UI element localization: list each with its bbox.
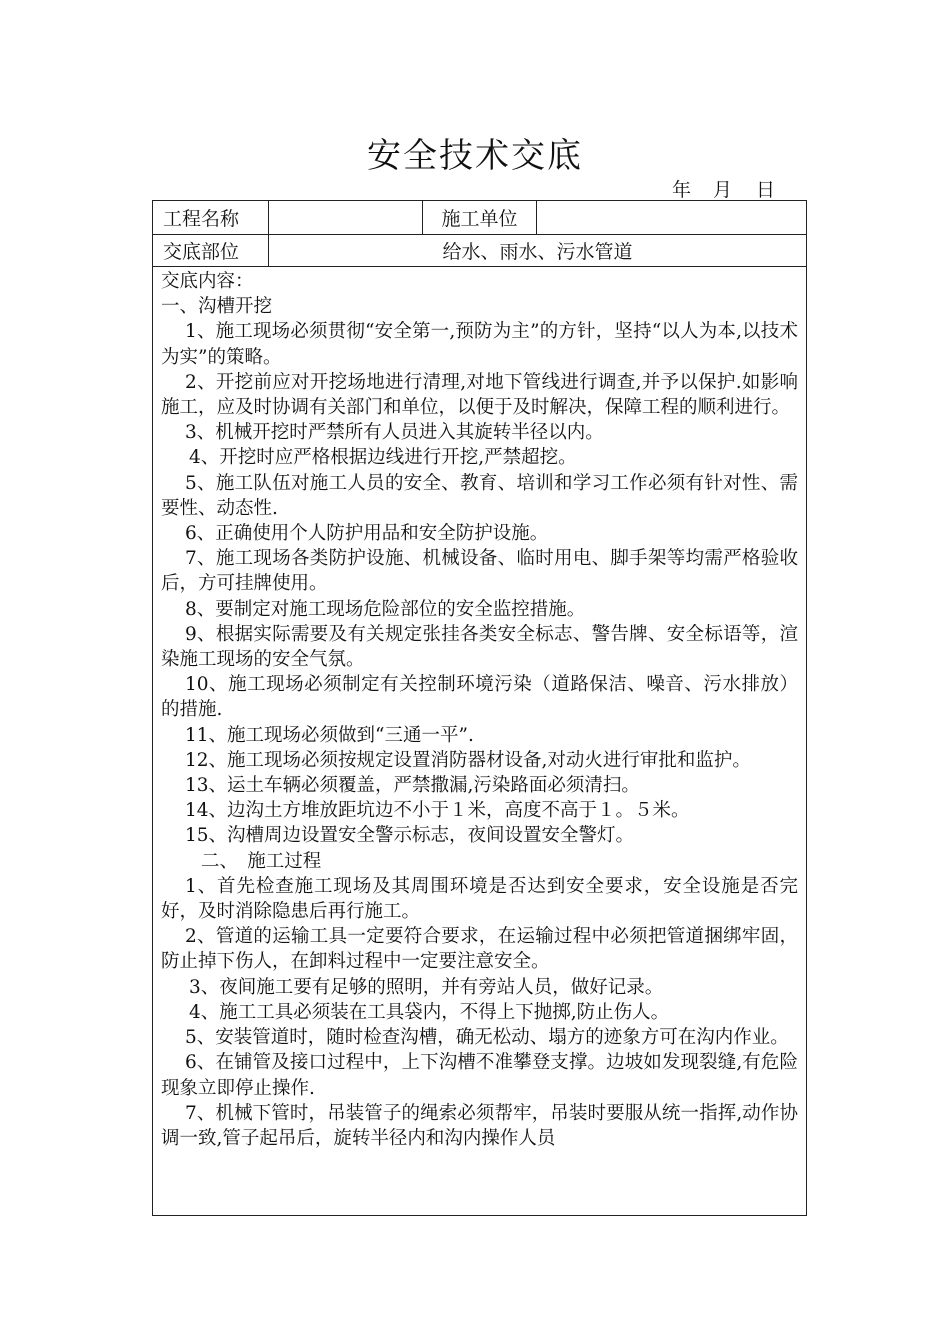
project-name-label: 工程名称 xyxy=(153,201,269,235)
s2-item-7: 7、机械下管时，吊装管子的绳索必须帮牢，吊装时要服从统一指挥,动作协调一致,管子起吊后，旋转半径内和沟内操作人员 xyxy=(161,1102,798,1149)
s1-item-2: 2、开挖前应对开挖场地进行清理,对地下管线进行调查,并予以保护.如影响施工，应及时协调有关部门和单位，以便于及时解决，保障工程的顺利进行。 xyxy=(161,371,798,419)
s1-item-6: 6、正确使用个人防护用品和安全防护设施。 xyxy=(185,523,549,545)
date-line xyxy=(672,175,775,202)
form-row-content xyxy=(153,267,807,1216)
s2-item-2: 2、管道的运输工具一定要符合要求，在运输过程中必须把管道捆绑牢固，防止掉下伤人，在卸料过程中一定要注意安全。 xyxy=(161,926,798,973)
s2-item-3: 3、夜间施工要有足够的照明，并有旁站人员，做好记录。 xyxy=(189,976,664,998)
construction-unit-label: 施工单位 xyxy=(423,201,537,235)
date-day: 日 xyxy=(756,179,776,201)
s1-item-14: 14、边沟土方堆放距坑边不小于１米，高度不高于１。５米。 xyxy=(185,800,690,822)
section-2-heading: 二、 施工过程 xyxy=(201,850,322,872)
disclosure-location-label: 交底部位 xyxy=(153,235,269,267)
date-year: 年 xyxy=(672,179,692,201)
s2-item-1: 1、首先检查施工现场及其周围环境是否达到安全要求，安全设施是否完好，及时消除隐患后再行施工。 xyxy=(161,875,798,923)
document-title: 安全技术交底 xyxy=(367,136,583,176)
section-1-heading: 一、沟槽开挖 xyxy=(161,296,273,318)
content-heading: 交底内容： xyxy=(161,271,254,292)
s1-item-10: 10、施工现场必须制定有关控制环境污染（道路保洁、噪音、污水排放）的措施. xyxy=(161,674,798,721)
disclosure-location-value: 给水、雨水、污水管道 xyxy=(269,235,807,267)
s1-item-15: 15、沟槽周边设置安全警示标志，夜间设置安全警灯。 xyxy=(185,825,635,847)
s1-item-11: 11、施工现场必须做到“三通一平”. xyxy=(185,724,474,746)
form-row-project xyxy=(153,201,807,235)
s1-item-3: 3、机械开挖时严禁所有人员进入其旋转半径以内。 xyxy=(185,422,604,444)
s1-item-7: 7、施工现场各类防护设施、机械设备、临时用电、脚手架等均需严格验收后，方可挂牌使用。 xyxy=(161,548,798,595)
s1-item-9: 9、根据实际需要及有关规定张挂各类安全标志、警告牌、安全标语等，渲染施工现场的安全气氛。 xyxy=(161,623,798,671)
s1-item-4: 4、开挖时应严格根据边线进行开挖,严禁超挖。 xyxy=(189,447,577,469)
s2-item-6: 6、在铺管及接口过程中，上下沟槽不准攀登支撑。边坡如发现裂缝,有危险现象立即停止操作. xyxy=(161,1052,798,1099)
form-row-location xyxy=(153,235,807,267)
s2-item-5: 5、安装管道时，随时检查沟槽，确无松动、塌方的迹象方可在沟内作业。 xyxy=(185,1027,789,1049)
s1-item-5: 5、施工队伍对施工人员的安全、教育、培训和学习工作必须有针对性、需要性、动态性. xyxy=(161,472,798,519)
project-name-value[interactable] xyxy=(269,201,423,235)
s2-item-4: 4、施工工具必须装在工具袋内，不得上下抛掷,防止伤人。 xyxy=(189,1001,670,1023)
s1-item-1: 1、施工现场必须贯彻“安全第一,预防为主”的方针，坚持“以人为本,以技术为实”的策略。 xyxy=(161,321,798,368)
construction-unit-value[interactable] xyxy=(537,201,807,235)
disclosure-content-cell xyxy=(153,267,807,1216)
s1-item-8: 8、要制定对施工现场危险部位的安全监控措施。 xyxy=(185,598,586,620)
disclosure-form-table xyxy=(152,200,807,1216)
s1-item-13: 13、运土车辆必须覆盖，严禁撒漏,污染路面必须清扫。 xyxy=(185,775,640,797)
s1-item-12: 12、施工现场必须按规定设置消防器材设备,对动火进行审批和监护。 xyxy=(185,749,751,771)
date-month: 月 xyxy=(713,179,733,201)
